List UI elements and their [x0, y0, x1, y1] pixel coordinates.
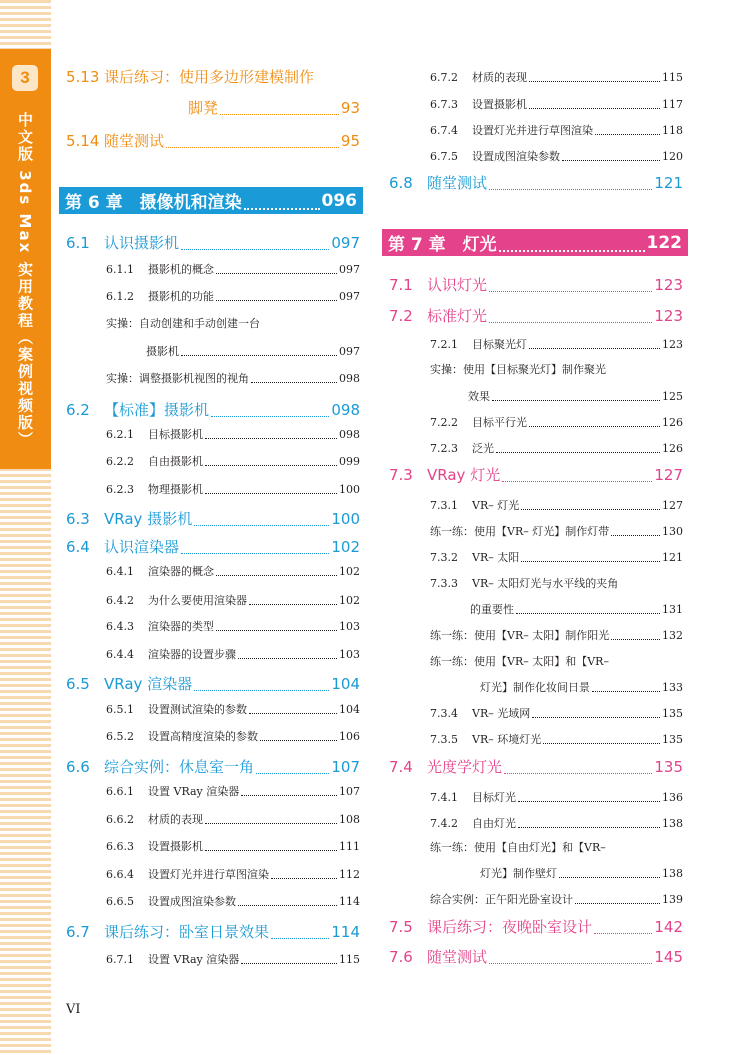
toc-number: 6.7.4 [430, 124, 458, 137]
toc-label: 认识摄影机 [104, 234, 180, 252]
toc-subsection[interactable] [106, 811, 360, 827]
toc-entry[interactable] [146, 343, 360, 359]
toc-entry[interactable] [106, 370, 360, 386]
toc-section[interactable] [66, 536, 360, 557]
toc-number: 6.6.1 [106, 785, 134, 798]
toc-number: 6.2.2 [106, 455, 134, 468]
toc-page: 103 [339, 648, 360, 661]
toc-label: 渲染器的设置步骤 [148, 648, 236, 661]
toc-subsection[interactable] [430, 122, 683, 138]
toc-label: VR– 太阳灯光与水平线的夹角 [472, 577, 619, 590]
toc-label: 目标平行光 [472, 416, 527, 429]
toc-leader [594, 932, 652, 934]
toc-label: 随堂测试 [427, 174, 488, 192]
toc-leader [260, 739, 337, 741]
toc-number: 6.4.4 [106, 648, 134, 661]
toc-number: 6.4.3 [106, 620, 134, 633]
toc-page: 102 [339, 565, 360, 578]
toc-leader [216, 629, 337, 631]
toc-subsection[interactable] [106, 701, 360, 717]
toc-subsection[interactable] [430, 549, 683, 565]
toc-page: 107 [331, 758, 360, 776]
toc-leader [489, 962, 652, 964]
toc-number: 6.2.3 [106, 483, 134, 496]
toc-label: 综合实例：休息室一角 [104, 758, 255, 776]
toc-label: 的重要性 [470, 603, 514, 616]
toc-page: 123 [654, 276, 683, 294]
toc-page: 135 [662, 733, 683, 746]
toc-leader [518, 800, 660, 802]
toc-page: 097 [339, 290, 360, 303]
toc-leader [489, 188, 652, 190]
toc-label: 综合实例：正午阳光卧室设计 [430, 893, 573, 906]
toc-page: 138 [662, 817, 683, 830]
toc-leader [521, 560, 660, 562]
toc-label: 泛光 [472, 442, 494, 455]
toc-label: 课后练习：卧室日景效果 [104, 923, 270, 941]
toc-page: 100 [339, 483, 360, 496]
toc-leader [529, 107, 660, 109]
toc-label: 认识渲染器 [104, 538, 180, 556]
toc-section[interactable] [389, 305, 683, 326]
toc-subsection[interactable] [106, 951, 360, 967]
toc-page: 118 [662, 124, 683, 137]
toc-leader [559, 876, 660, 878]
toc-number: 6.4.1 [106, 565, 134, 578]
toc-subsection[interactable] [106, 592, 360, 608]
toc-page: 115 [662, 71, 683, 84]
toc-subsection[interactable] [106, 453, 360, 469]
toc-leader [181, 552, 329, 554]
toc-label: 材质的表现 [472, 71, 527, 84]
toc-subsection[interactable] [430, 575, 683, 591]
toc-page: 127 [662, 499, 683, 512]
toc-number: 6.4 [66, 538, 90, 556]
toc-label: 练一练：使用【VR– 灯光】制作灯带 [430, 525, 610, 538]
toc-label: 【标准】摄影机 [104, 401, 210, 419]
toc-leader [241, 962, 337, 964]
toc-page: 123 [662, 338, 683, 351]
toc-entry[interactable] [470, 601, 683, 617]
toc-leader [256, 772, 329, 774]
toc-number: 6.5.1 [106, 703, 134, 716]
chapter-7-heading[interactable]: 第 7 章 灯光 122 [382, 229, 688, 256]
toc-page: 102 [331, 538, 360, 556]
toc-leader [595, 133, 660, 135]
toc-leader [251, 381, 337, 383]
toc-subsection[interactable] [106, 261, 360, 277]
toc-leader [575, 902, 660, 904]
toc-label: 自由灯光 [472, 817, 516, 830]
toc-label: VRay 摄影机 [104, 510, 193, 528]
toc-5-13-cont[interactable]: 脚凳 93 [188, 99, 360, 117]
toc-subsection[interactable] [430, 440, 683, 456]
toc-leader [205, 437, 337, 439]
toc-subsection[interactable] [430, 336, 683, 352]
toc-section[interactable] [66, 508, 360, 529]
toc-number: 7.3.1 [430, 499, 458, 512]
toc-section[interactable] [66, 673, 360, 694]
toc-label: 设置灯光并进行草图渲染 [148, 868, 269, 881]
toc-leader [216, 574, 337, 576]
toc-leader [181, 248, 329, 250]
toc-label: 练一练：使用【VR– 太阳】和【VR– [430, 655, 609, 668]
toc-page: 142 [654, 918, 683, 936]
toc-leader [611, 534, 660, 536]
toc-label: VR– 灯光 [472, 499, 520, 512]
toc-page: 098 [339, 372, 360, 385]
toc-number: 6.6.4 [106, 868, 134, 881]
book-title: 中文版 3ds Max 实用教程（案例视频版） [16, 112, 34, 449]
toc-number: 6.1 [66, 234, 90, 252]
toc-page: 107 [339, 785, 360, 798]
toc-leader [502, 480, 652, 482]
toc-subsection[interactable] [430, 705, 683, 721]
toc-subsection[interactable] [106, 646, 360, 662]
toc-entry[interactable] [430, 361, 683, 377]
toc-entry[interactable] [480, 679, 683, 695]
toc-leader [489, 321, 652, 323]
toc-subsection[interactable] [106, 838, 360, 854]
toc-page: 097 [339, 263, 360, 276]
toc-subsection[interactable] [106, 563, 360, 579]
toc-page: 132 [662, 629, 683, 642]
toc-label: 练一练：使用【自由灯光】和【VR– [430, 841, 606, 854]
toc-number: 6.4.2 [106, 594, 134, 607]
toc-subsection[interactable] [430, 815, 683, 831]
toc-label: 认识灯光 [427, 276, 488, 294]
toc-number: 7.3.3 [430, 577, 458, 590]
toc-label: 随堂测试 [427, 948, 488, 966]
toc-subsection[interactable] [106, 783, 360, 799]
toc-number: 6.1.2 [106, 290, 134, 303]
toc-label: 目标摄影机 [148, 428, 203, 441]
toc-subsection[interactable] [430, 789, 683, 805]
toc-label: 实操：调整摄影机视图的视角 [106, 372, 249, 385]
toc-page: 104 [331, 675, 360, 693]
toc-label: VRay 渲染器 [104, 675, 193, 693]
toc-label: 渲染器的类型 [148, 620, 214, 633]
toc-label: 光度学灯光 [427, 758, 503, 776]
toc-page: 138 [662, 867, 683, 880]
toc-label: 设置成图渲染参数 [148, 895, 236, 908]
toc-label: 设置高精度渲染的参数 [148, 730, 258, 743]
toc-page: 121 [654, 174, 683, 192]
toc-number: 7.4.2 [430, 817, 458, 830]
toc-label: 设置测试渲染的参数 [148, 703, 247, 716]
toc-leader [529, 80, 660, 82]
toc-subsection[interactable] [430, 69, 683, 85]
toc-section[interactable] [389, 274, 683, 295]
toc-label: 摄影机的功能 [148, 290, 214, 303]
toc-subsection[interactable] [430, 414, 683, 430]
toc-leader [504, 772, 652, 774]
toc-section[interactable] [66, 232, 360, 253]
toc-leader [211, 415, 329, 417]
toc-leader [518, 826, 660, 828]
toc-number: 6.7.5 [430, 150, 458, 163]
toc-subsection[interactable] [106, 618, 360, 634]
toc-page: 114 [331, 923, 360, 941]
toc-leader [592, 690, 660, 692]
toc-page: 111 [339, 840, 360, 853]
toc-page: 127 [654, 466, 683, 484]
toc-page: 130 [662, 525, 683, 538]
toc-leader [181, 354, 337, 356]
toc-page: 112 [339, 868, 360, 881]
toc-leader [489, 290, 652, 292]
chapter-6-heading[interactable]: 第 6 章 摄像机和渲染 096 [59, 187, 363, 214]
toc-page: 108 [339, 813, 360, 826]
toc-subsection[interactable] [430, 731, 683, 747]
toc-number: 7.2.3 [430, 442, 458, 455]
toc-subsection[interactable] [106, 481, 360, 497]
toc-label: VR– 环境灯光 [472, 733, 542, 746]
toc-label: 灯光】制作壁灯 [480, 867, 557, 880]
toc-label: 实操：使用【目标聚光灯】制作聚光 [430, 363, 606, 376]
toc-leader [271, 877, 337, 879]
toc-number: 7.3 [389, 466, 413, 484]
toc-label: 设置成图渲染参数 [472, 150, 560, 163]
toc-label: 设置摄影机 [472, 98, 527, 111]
toc-leader [529, 347, 660, 349]
toc-entry[interactable] [430, 627, 683, 643]
toc-page: 133 [662, 681, 683, 694]
toc-label: 摄影机 [146, 345, 179, 358]
toc-leader [194, 524, 329, 526]
toc-number: 7.2 [389, 307, 413, 325]
toc-page: 099 [339, 455, 360, 468]
toc-page: 136 [662, 791, 683, 804]
toc-label: 课后练习：夜晚卧室设计 [427, 918, 593, 936]
toc-entry[interactable] [430, 653, 683, 669]
toc-page: 117 [662, 98, 683, 111]
toc-label: VR– 太阳 [472, 551, 520, 564]
toc-leader [216, 299, 337, 301]
toc-leader [611, 638, 660, 640]
toc-section[interactable] [389, 756, 683, 777]
toc-number: 6.6.3 [106, 840, 134, 853]
toc-number: 7.2.1 [430, 338, 458, 351]
toc-page: 098 [339, 428, 360, 441]
toc-leader [562, 159, 660, 161]
page-number: VI [66, 1002, 81, 1017]
toc-label: 实操：自动创建和手动创建一台 [106, 317, 260, 330]
toc-subsection[interactable] [106, 426, 360, 442]
toc-page: 131 [662, 603, 683, 616]
toc-label: 设置 VRay 渲染器 [148, 953, 240, 966]
toc-subsection[interactable] [106, 893, 360, 909]
toc-leader [249, 712, 337, 714]
toc-page: 097 [339, 345, 360, 358]
toc-number: 7.3.2 [430, 551, 458, 564]
toc-number: 6.7.1 [106, 953, 134, 966]
toc-section[interactable] [389, 172, 683, 193]
toc-page: 104 [339, 703, 360, 716]
toc-number: 7.4 [389, 758, 413, 776]
toc-subsection[interactable] [106, 288, 360, 304]
toc-label: 为什么要使用渲染器 [148, 594, 247, 607]
toc-leader [492, 399, 660, 401]
toc-leader [205, 492, 337, 494]
toc-section[interactable] [66, 756, 360, 777]
toc-number: 7.3.5 [430, 733, 458, 746]
toc-label: VR– 光域网 [472, 707, 531, 720]
toc-number: 7.5 [389, 918, 413, 936]
toc-number: 6.5 [66, 675, 90, 693]
toc-page: 135 [654, 758, 683, 776]
toc-page: 114 [339, 895, 360, 908]
toc-number: 6.7 [66, 923, 90, 941]
toc-leader [216, 272, 337, 274]
toc-number: 6.3 [66, 510, 90, 528]
toc-leader [543, 742, 660, 744]
toc-label: 摄影机的概念 [148, 263, 214, 276]
toc-leader [529, 425, 660, 427]
toc-page: 106 [339, 730, 360, 743]
toc-label: 自由摄影机 [148, 455, 203, 468]
toc-number: 6.6.2 [106, 813, 134, 826]
toc-page: 125 [662, 390, 683, 403]
toc-number: 6.2.1 [106, 428, 134, 441]
toc-entry[interactable] [106, 315, 360, 331]
toc-entry[interactable] [430, 523, 683, 539]
toc-number: 6.5.2 [106, 730, 134, 743]
toc-number: 6.6.5 [106, 895, 134, 908]
toc-page: 115 [339, 953, 360, 966]
toc-number: 6.6 [66, 758, 90, 776]
toc-label: 灯光】制作化妆间日景 [480, 681, 590, 694]
toc-leader [205, 464, 337, 466]
toc-section[interactable] [389, 946, 683, 967]
toc-page: 126 [662, 442, 683, 455]
toc-entry[interactable] [430, 891, 683, 907]
toc-label: VRay 灯光 [427, 466, 501, 484]
toc-leader [238, 657, 337, 659]
toc-leader [205, 822, 337, 824]
toc-label: 设置 VRay 渲染器 [148, 785, 240, 798]
toc-page: 100 [331, 510, 360, 528]
toc-section[interactable] [389, 464, 683, 485]
toc-leader [241, 794, 337, 796]
toc-leader [516, 612, 660, 614]
toc-page: 135 [662, 707, 683, 720]
toc-section[interactable] [389, 916, 683, 937]
toc-number: 6.2 [66, 401, 90, 419]
toc-page: 145 [654, 948, 683, 966]
toc-leader [271, 937, 329, 939]
toc-number: 7.1 [389, 276, 413, 294]
toc-entry[interactable] [468, 388, 683, 404]
toc-5-14[interactable]: 5.14 随堂测试 95 [66, 132, 360, 150]
toc-number: 7.3.4 [430, 707, 458, 720]
toc-number: 6.7.3 [430, 98, 458, 111]
toc-number: 6.7.2 [430, 71, 458, 84]
toc-label: 效果 [468, 390, 490, 403]
toc-subsection[interactable] [106, 728, 360, 744]
toc-number: 7.4.1 [430, 791, 458, 804]
toc-page: 139 [662, 893, 683, 906]
toc-number: 7.6 [389, 948, 413, 966]
toc-subsection[interactable] [430, 96, 683, 112]
toc-section[interactable] [66, 921, 360, 942]
toc-leader [249, 603, 337, 605]
toc-subsection[interactable] [106, 866, 360, 882]
toc-label: 物理摄影机 [148, 483, 203, 496]
toc-entry[interactable] [480, 865, 683, 881]
toc-page: 097 [331, 234, 360, 252]
toc-label: 目标聚光灯 [472, 338, 527, 351]
toc-leader [205, 849, 337, 851]
toc-page: 120 [662, 150, 683, 163]
toc-label: 材质的表现 [148, 813, 203, 826]
toc-leader [194, 689, 329, 691]
toc-subsection[interactable] [430, 497, 683, 513]
toc-page: 102 [339, 594, 360, 607]
toc-entry[interactable] [430, 839, 683, 855]
toc-label: 设置灯光并进行草图渲染 [472, 124, 593, 137]
toc-number: 6.8 [389, 174, 413, 192]
toc-leader [532, 716, 660, 718]
toc-number: 6.1.1 [106, 263, 134, 276]
toc-page: 126 [662, 416, 683, 429]
toc-number: 7.2.2 [430, 416, 458, 429]
toc-subsection[interactable] [430, 148, 683, 164]
toc-label: 练一练：使用【VR– 太阳】制作阳光 [430, 629, 610, 642]
toc-label: 渲染器的概念 [148, 565, 214, 578]
toc-5-13[interactable]: 5.13 课后练习：使用多边形建模制作 [66, 68, 315, 86]
toc-page: 121 [662, 551, 683, 564]
toc-label: 目标灯光 [472, 791, 516, 804]
toc-page: 123 [654, 307, 683, 325]
toc-leader [238, 904, 337, 906]
toc-label: 标准灯光 [427, 307, 488, 325]
toc-label: 设置摄影机 [148, 840, 203, 853]
book-badge: 3 [12, 65, 38, 91]
toc-leader [496, 451, 660, 453]
toc-page: 098 [331, 401, 360, 419]
toc-section[interactable] [66, 399, 360, 420]
toc-page: 103 [339, 620, 360, 633]
toc-leader [521, 508, 660, 510]
